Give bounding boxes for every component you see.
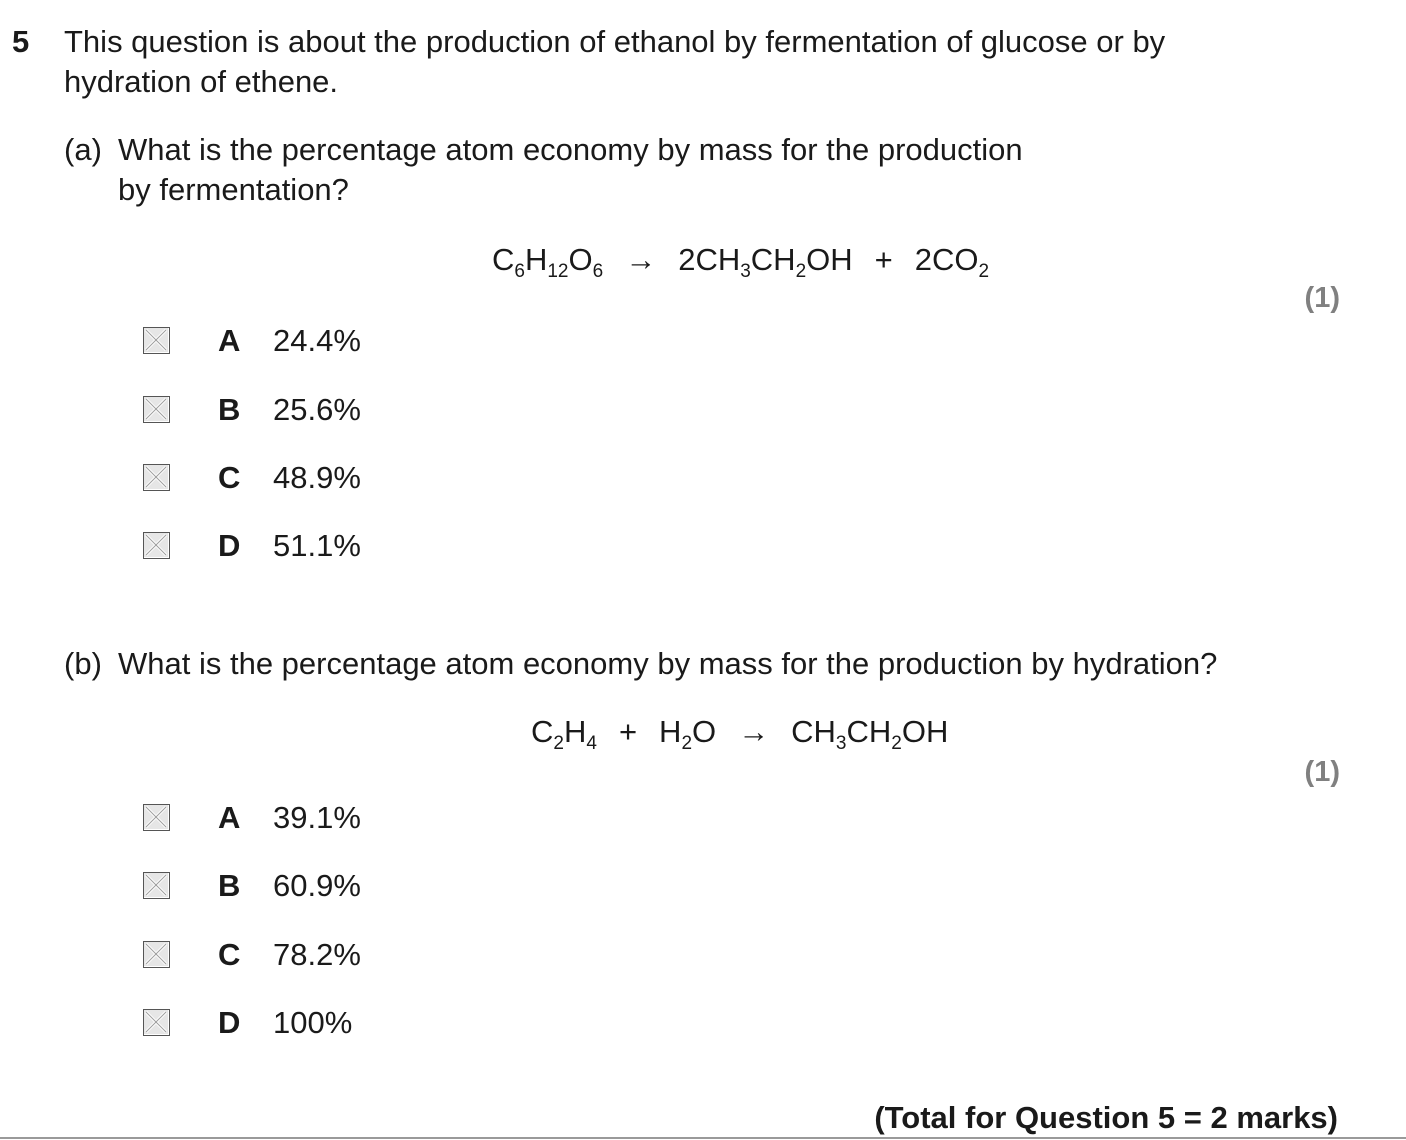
part-a-marks: (1) (1304, 282, 1340, 314)
part-a-label: (a) (64, 132, 102, 167)
option-value: 39.1% (273, 800, 361, 835)
option-value: 51.1% (273, 528, 361, 563)
question-stem-line-2: hydration of ethene. (64, 64, 339, 99)
part-a-question-line-2: by fermentation? (118, 172, 349, 207)
option-letter: D (218, 1005, 241, 1040)
part-b-option-c[interactable] (0, 935, 500, 975)
question-total-marks: (Total for Question 5 = 2 marks) (874, 1100, 1338, 1135)
part-b-option-a[interactable] (0, 798, 500, 838)
answer-checkbox[interactable] (143, 804, 170, 831)
answer-checkbox[interactable] (143, 327, 170, 354)
question-stem (64, 22, 1304, 102)
part-b-option-d[interactable] (0, 1003, 500, 1043)
option-value: 60.9% (273, 868, 361, 903)
part-a-option-a[interactable] (0, 321, 500, 361)
part-a-question-line-1: What is the percentage atom economy by mass for the production (118, 132, 1023, 167)
option-value: 25.6% (273, 392, 361, 427)
question-stem-line-1: This question is about the production of ethanol by fermentation of glucose or by (64, 24, 1166, 59)
option-value: 78.2% (273, 937, 361, 972)
part-a-equation: $C_6H_{12}O_6 \to 2CH_3CH_2OH + 2CO_2$ (492, 242, 990, 282)
option-value: 48.9% (273, 460, 361, 495)
question-number: 5 (12, 24, 30, 59)
part-b-question (118, 644, 1368, 684)
answer-checkbox[interactable] (143, 532, 170, 559)
part-b-option-b[interactable] (0, 866, 500, 906)
answer-checkbox[interactable] (143, 1009, 170, 1036)
part-a-question (118, 130, 1268, 210)
option-letter: C (218, 460, 241, 495)
part-b-equation: $C_2H_4 + H_2O \to CH_3CH_2OH$ (531, 714, 949, 754)
part-b-marks: (1) (1304, 756, 1340, 788)
part-b-question-line-1: What is the percentage atom economy by mass for the production by hydration? (118, 646, 1218, 681)
answer-checkbox[interactable] (143, 464, 170, 491)
answer-checkbox[interactable] (143, 396, 170, 423)
part-a-option-d[interactable] (0, 526, 500, 566)
option-letter: C (218, 937, 241, 972)
answer-checkbox[interactable] (143, 941, 170, 968)
bottom-divider (0, 1137, 1406, 1139)
option-letter: B (218, 868, 241, 903)
option-letter: A (218, 800, 241, 835)
part-a-option-c[interactable] (0, 458, 500, 498)
option-value: 100% (273, 1005, 353, 1040)
option-letter: D (218, 528, 241, 563)
option-letter: B (218, 392, 241, 427)
option-letter: A (218, 323, 241, 358)
part-b-label: (b) (64, 646, 102, 681)
part-a-option-b[interactable] (0, 390, 500, 430)
answer-checkbox[interactable] (143, 872, 170, 899)
option-value: 24.4% (273, 323, 361, 358)
